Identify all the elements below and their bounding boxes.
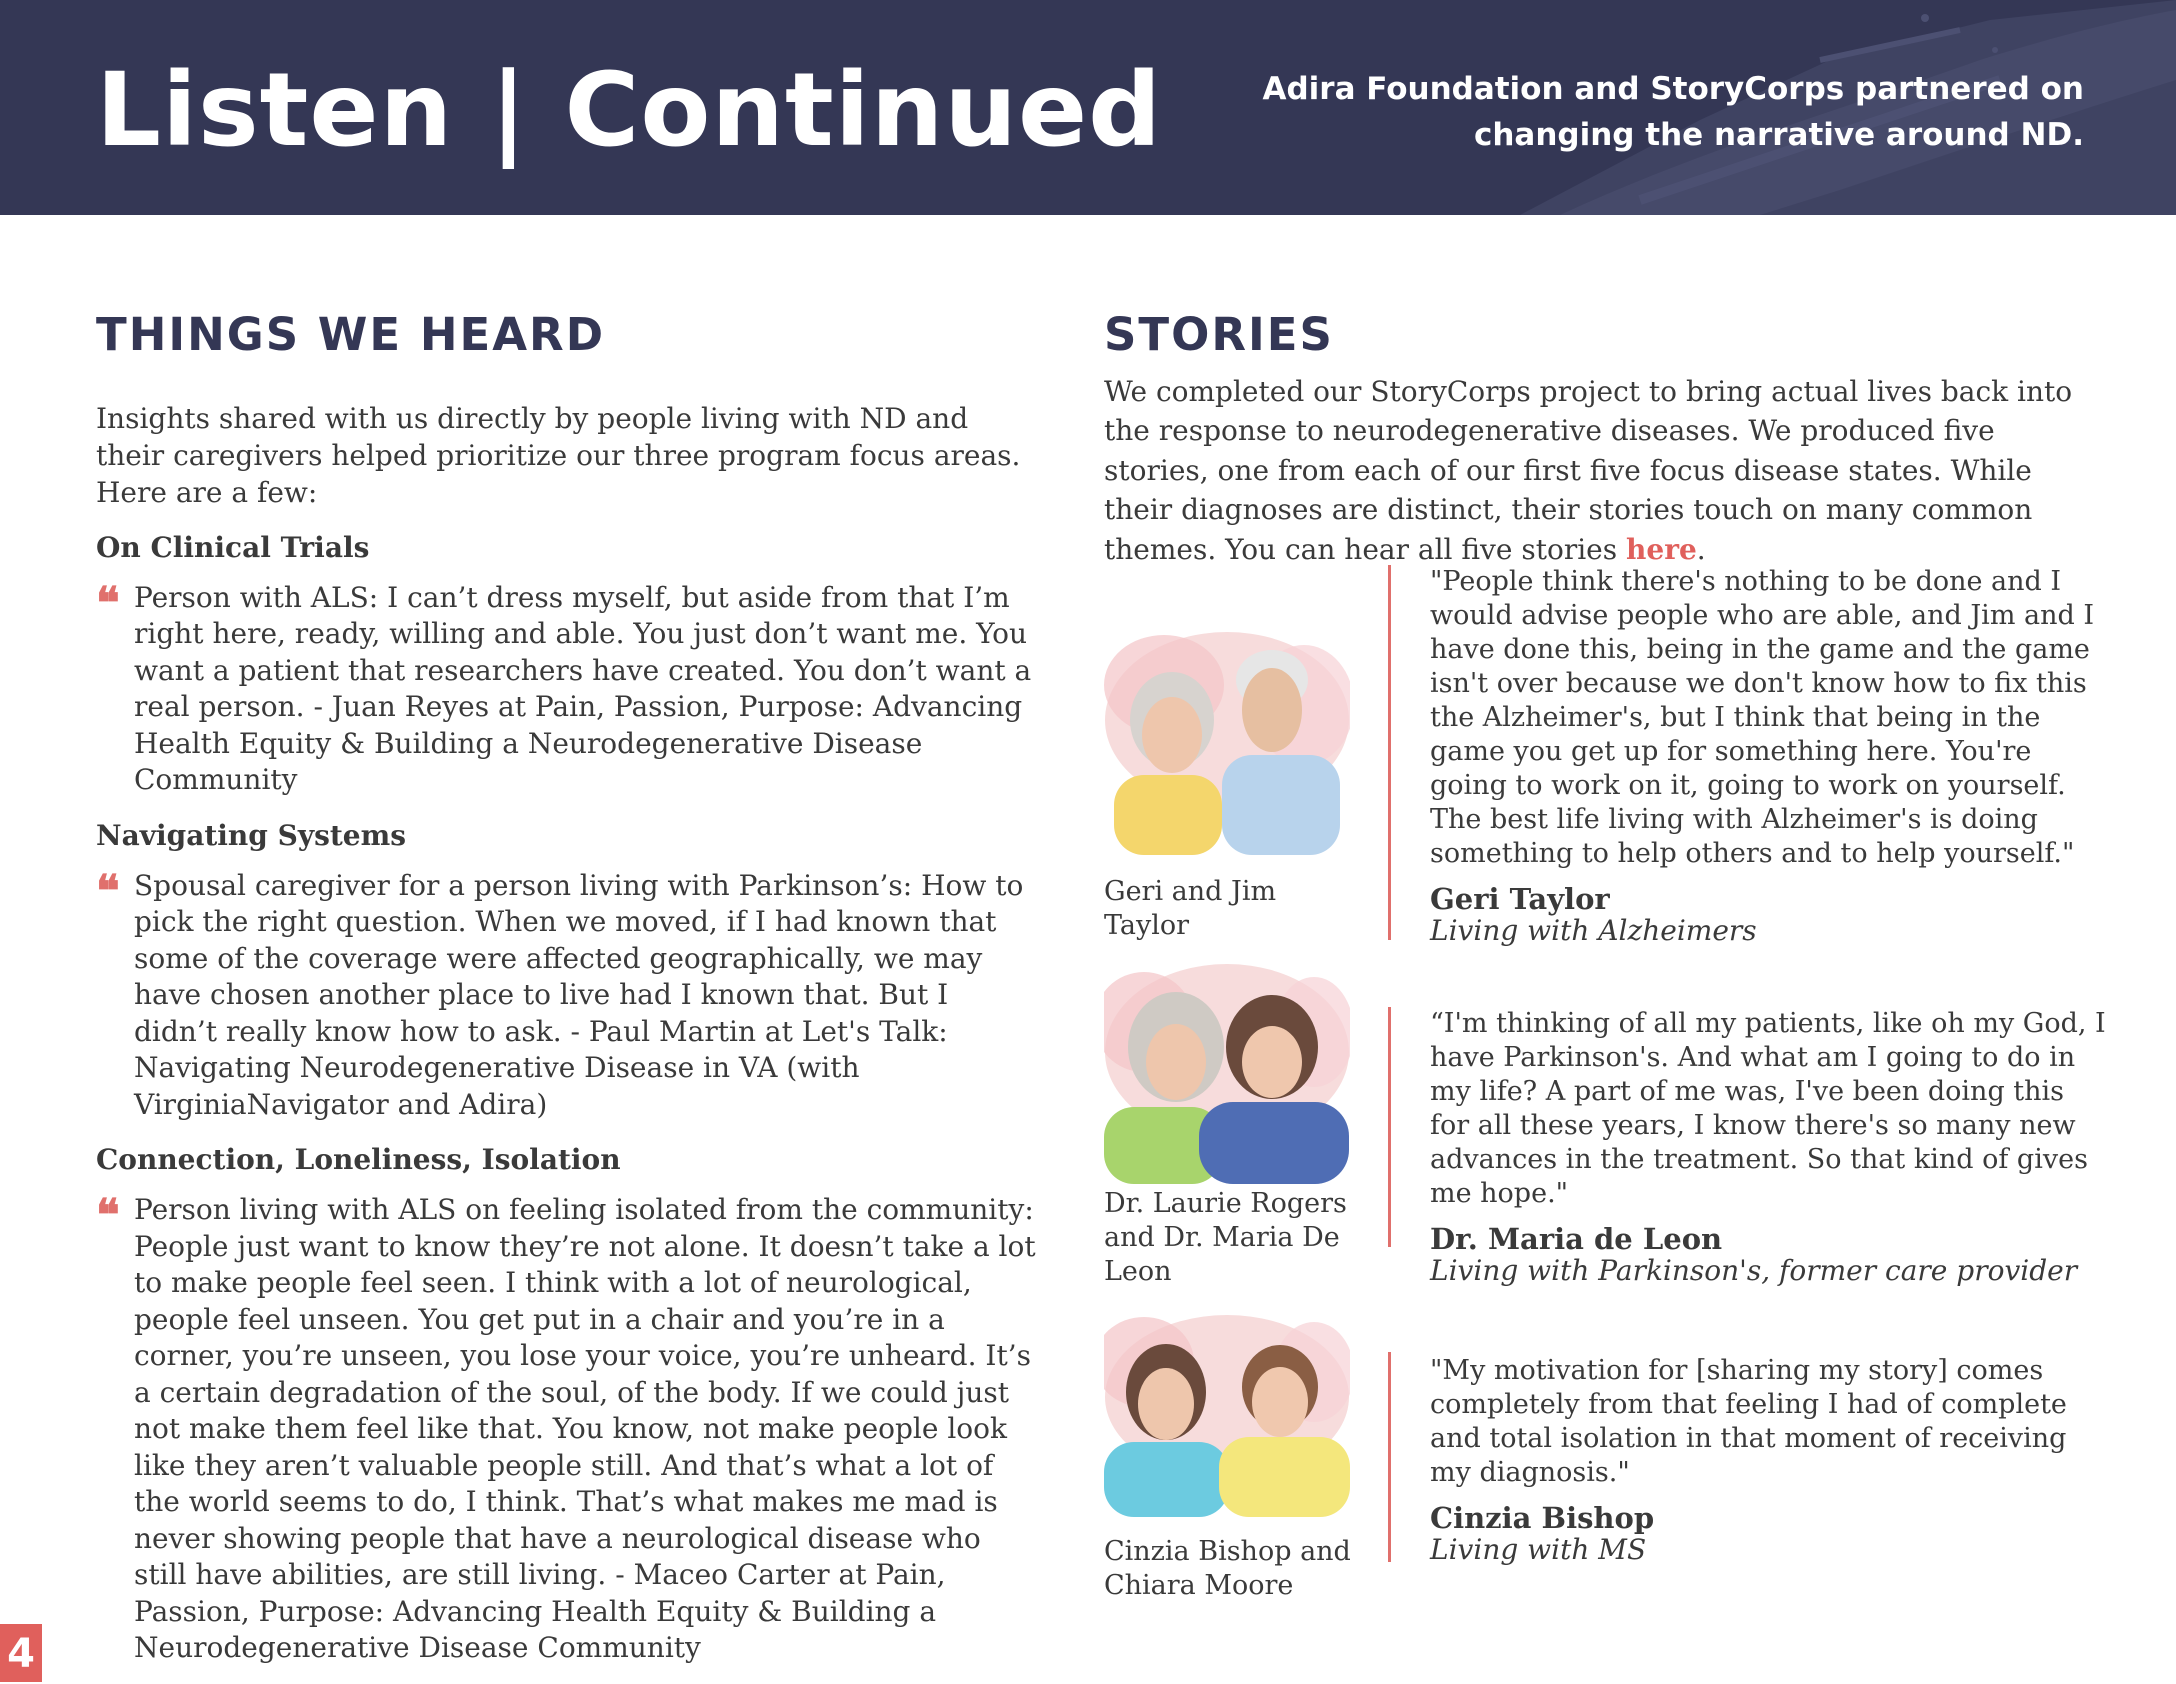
story-speaker-condition: Living with MS — [1430, 1533, 1647, 1566]
page-number: 4 — [0, 1624, 42, 1682]
things-we-heard-heading: THINGS WE HEARD — [96, 308, 606, 361]
story-speaker-name: Geri Taylor — [1430, 882, 1610, 916]
story-speaker-condition: Living with Parkinson's, former care provider — [1430, 1254, 2078, 1287]
story-quote: “I'm thinking of all my patients, like oh my God, I have Parkinson's. And what am I going to do in my life? A part of me was, I've been doing this for all these years, I know there's so many new advances in the treatment. So that kind of gives me hope." Dr. Maria de Leon Living with Parkinson's, former care provider — [1430, 1007, 2110, 1287]
story-speaker-condition: Living with Alzheimers — [1430, 914, 1757, 947]
story-caption: Geri and Jim Taylor — [1104, 876, 1277, 941]
things-we-heard-intro: Insights shared with us directly by people living with ND and their caregivers helped prioritize our three program focus areas. Here are a few: — [96, 401, 1021, 509]
navigating-systems-heading: Navigating Systems — [96, 818, 407, 852]
navigating-systems-quote: ❝ Spousal caregiver for a person living with Parkinson’s: How to pick the right question. When we moved, if I had known that some of the coverage were affected geographically, we may have chosen another place to live had I known that. But I didn’t really know how to ask. - Paul Martin at Let's Talk: Navigating Neurodegenerative Disease in VA (with VirginiaNavigator and Adira) — [96, 865, 1024, 1121]
story-caption: Dr. Laurie Rogers and Dr. Maria De Leon — [1104, 1188, 1347, 1287]
connection-heading: Connection, Loneliness, Isolation — [96, 1143, 621, 1176]
story-quote: "People think there's nothing to be done and I would advise people who are able, and Jim and I have done this, being in the game and the game isn't over because we don't know how to fix this the Alzheimer's, but I think that being in the game you get up for something here. You're going to work on it, going to work on yourself. The best life living with Alzheimer's is doing something to help others and to help yourself." Geri Taylor Living with Alzheimers — [1430, 565, 2110, 947]
story-quote: "My motivation for [sharing my story] comes completely from that feeling I had of complete and total isolation in that moment of receiving my diagnosis." Cinzia Bishop Living with MS — [1430, 1354, 2110, 1566]
story-speaker-name: Cinzia Bishop — [1430, 1501, 1655, 1535]
story-card — [1104, 1312, 2104, 1622]
portrait-illustration — [1104, 962, 1350, 1184]
story-card — [1104, 962, 2104, 1302]
story-divider — [1388, 565, 1391, 940]
story-divider — [1388, 1007, 1391, 1247]
things-we-heard-column — [96, 310, 1036, 1667]
clinical-trials-quote: ❝ Person with ALS: I can’t dress myself, but aside from that I’m right here, ready, willing and able. You just don’t want me. You want a patient that researchers have created. You don’t want a real person. - Juan Reyes at Pain, Passion, Purpose: Advancing Health Equity & Building a Neurodegenerative Disease Community — [96, 577, 1032, 796]
story-caption: Cinzia Bishop and Chiara Moore — [1104, 1536, 1351, 1601]
portrait-illustration — [1104, 625, 1350, 855]
story-card — [1104, 565, 2104, 960]
header-tagline: Adira Foundation and StoryCorps partnered on changing the narrative around ND. — [1262, 71, 2084, 153]
quote-marks-icon: ❝ — [96, 1190, 120, 1241]
page-title: Listen | Continued — [96, 51, 1163, 170]
clinical-trials-heading: On Clinical Trials — [96, 530, 370, 564]
quote-marks-icon: ❝ — [96, 865, 120, 917]
page-header — [0, 0, 2176, 215]
stories-here-link[interactable]: here — [1626, 532, 1697, 566]
stories-heading: STORIES — [1104, 308, 1334, 361]
stories-column — [1104, 308, 2106, 1601]
portrait-illustration — [1104, 1312, 1350, 1517]
connection-quote: ❝ Person living with ALS on feeling isolated from the community: People just want to know they’re not alone. It doesn’t take a lot to make people feel seen. I think with a lot of neurological, people feel unseen. You get put in a chair and you’re in a corner, you’re unseen, you lose your voice, you’re unheard. It’s a certain degradation of the soul, of the body. If we could just not make them feel like that. You know, not make people look like they aren’t valuable people still. And that’s what a lot of the world seems to do, I think. That’s what makes me mad is never showing people that have a neurological disease who still have abilities, are still living. - Maceo Carter at Pain, Passion, Purpose: Advancing Health Equity & Building a Neurodegenerative Disease Community — [96, 1190, 1036, 1664]
quote-marks-icon: ❝ — [96, 577, 120, 629]
story-divider — [1388, 1352, 1391, 1562]
story-speaker-name: Dr. Maria de Leon — [1430, 1222, 1723, 1256]
stories-intro: We completed our StoryCorps project to bring actual lives back into the response to neurodegenerative diseases. We produced five stories, one from each of our first five focus disease states. While their diagnoses are distinct, their stories touch on many common themes. You can hear all five stories here. — [1104, 374, 2073, 566]
